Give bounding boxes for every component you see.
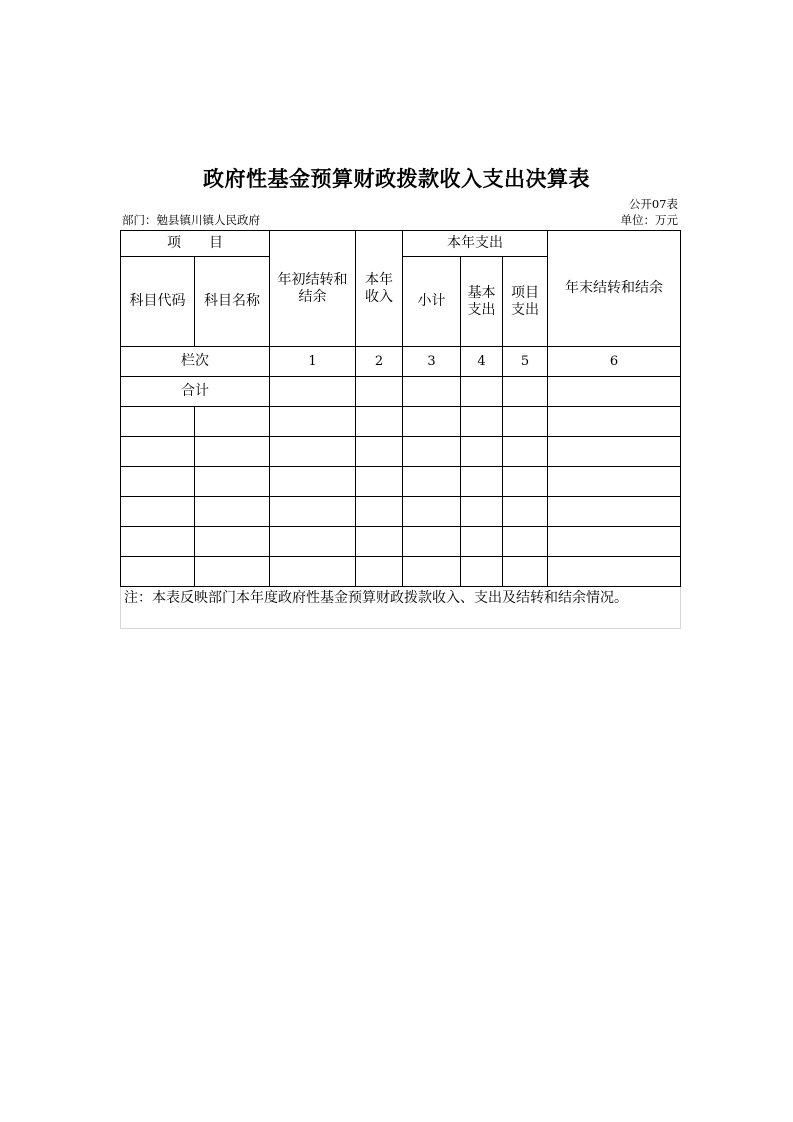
table-cell [270, 497, 356, 527]
column-number-5: 5 [503, 347, 548, 377]
header-opening-balance [270, 231, 356, 347]
table-cell [356, 407, 403, 437]
table-row [121, 557, 681, 587]
table-cell [548, 467, 681, 497]
table-cell [195, 437, 270, 467]
table-cell [403, 527, 461, 557]
table-cell [121, 407, 195, 437]
table-cell [461, 467, 503, 497]
table-cell [548, 527, 681, 557]
table-cell [503, 557, 548, 587]
column-number-3: 3 [403, 347, 461, 377]
header-basic-expense [461, 257, 503, 347]
table-cell [121, 497, 195, 527]
table-cell [461, 437, 503, 467]
header-current-income-text: 本年收入 [365, 271, 393, 305]
table-row [121, 497, 681, 527]
header-closing-balance: 年末结转和结余 [548, 231, 681, 347]
table-cell [356, 557, 403, 587]
column-number-1: 1 [270, 347, 356, 377]
table-cell [548, 437, 681, 467]
table-cell [270, 467, 356, 497]
header-subtotal: 小计 [403, 257, 461, 347]
table-cell [270, 527, 356, 557]
table-cell [548, 497, 681, 527]
header-item: 项 目 [121, 231, 270, 257]
header-opening-balance-text: 年初结转和结余 [277, 271, 348, 305]
table-cell [356, 437, 403, 467]
header-subject-name: 科目名称 [195, 257, 270, 347]
header-project-expense-text: 项目支出 [511, 284, 539, 318]
table-cell [503, 437, 548, 467]
table-cell [403, 557, 461, 587]
table-cell [195, 527, 270, 557]
table-cell [195, 557, 270, 587]
total-cell [461, 377, 503, 407]
table-cell [403, 467, 461, 497]
column-index-row [121, 347, 681, 377]
note-text: 注：本表反映部门本年度政府性基金预算财政拨款收入、支出及结转和结余情况。 [121, 587, 681, 629]
table-cell [270, 407, 356, 437]
form-number: 公开07表 [628, 197, 678, 211]
header-project-expense [503, 257, 548, 347]
table-row [121, 407, 681, 437]
table-cell [461, 557, 503, 587]
budget-table [120, 230, 681, 629]
header-current-expense: 本年支出 [403, 231, 548, 257]
column-index-label: 栏次 [121, 347, 270, 377]
total-cell [403, 377, 461, 407]
total-label: 合计 [121, 377, 270, 407]
table-cell [503, 527, 548, 557]
column-number-6: 6 [548, 347, 681, 377]
table-cell [356, 497, 403, 527]
table-cell [461, 407, 503, 437]
department-label: 部门：勉县镇川镇人民政府 [122, 213, 260, 227]
table-cell [461, 527, 503, 557]
unit-label: 单位：万元 [620, 213, 678, 227]
table-cell [195, 407, 270, 437]
total-cell [503, 377, 548, 407]
table-cell [548, 557, 681, 587]
total-cell [356, 377, 403, 407]
table-cell [503, 407, 548, 437]
page-title: 政府性基金预算财政拨款收入支出决算表 [203, 166, 590, 191]
header-subject-code: 科目代码 [121, 257, 195, 347]
table-cell [403, 407, 461, 437]
table-cell [270, 437, 356, 467]
table-cell [195, 497, 270, 527]
table-cell [121, 437, 195, 467]
table-cell [121, 557, 195, 587]
table-cell [121, 467, 195, 497]
table-row [121, 467, 681, 497]
table-cell [403, 497, 461, 527]
table-row [121, 527, 681, 557]
total-cell [548, 377, 681, 407]
table-cell [195, 467, 270, 497]
table-cell [403, 437, 461, 467]
header-basic-expense-text: 基本支出 [467, 284, 496, 318]
table-cell [503, 467, 548, 497]
total-cell [270, 377, 356, 407]
table-cell [548, 407, 681, 437]
header-current-income [356, 231, 403, 347]
table-cell [461, 497, 503, 527]
table-cell [270, 557, 356, 587]
column-number-4: 4 [461, 347, 503, 377]
table-cell [503, 497, 548, 527]
table-cell [356, 467, 403, 497]
total-row [121, 377, 681, 407]
column-number-2: 2 [356, 347, 403, 377]
table-cell [356, 527, 403, 557]
table-row [121, 437, 681, 467]
table-cell [121, 527, 195, 557]
note-row [121, 587, 681, 629]
